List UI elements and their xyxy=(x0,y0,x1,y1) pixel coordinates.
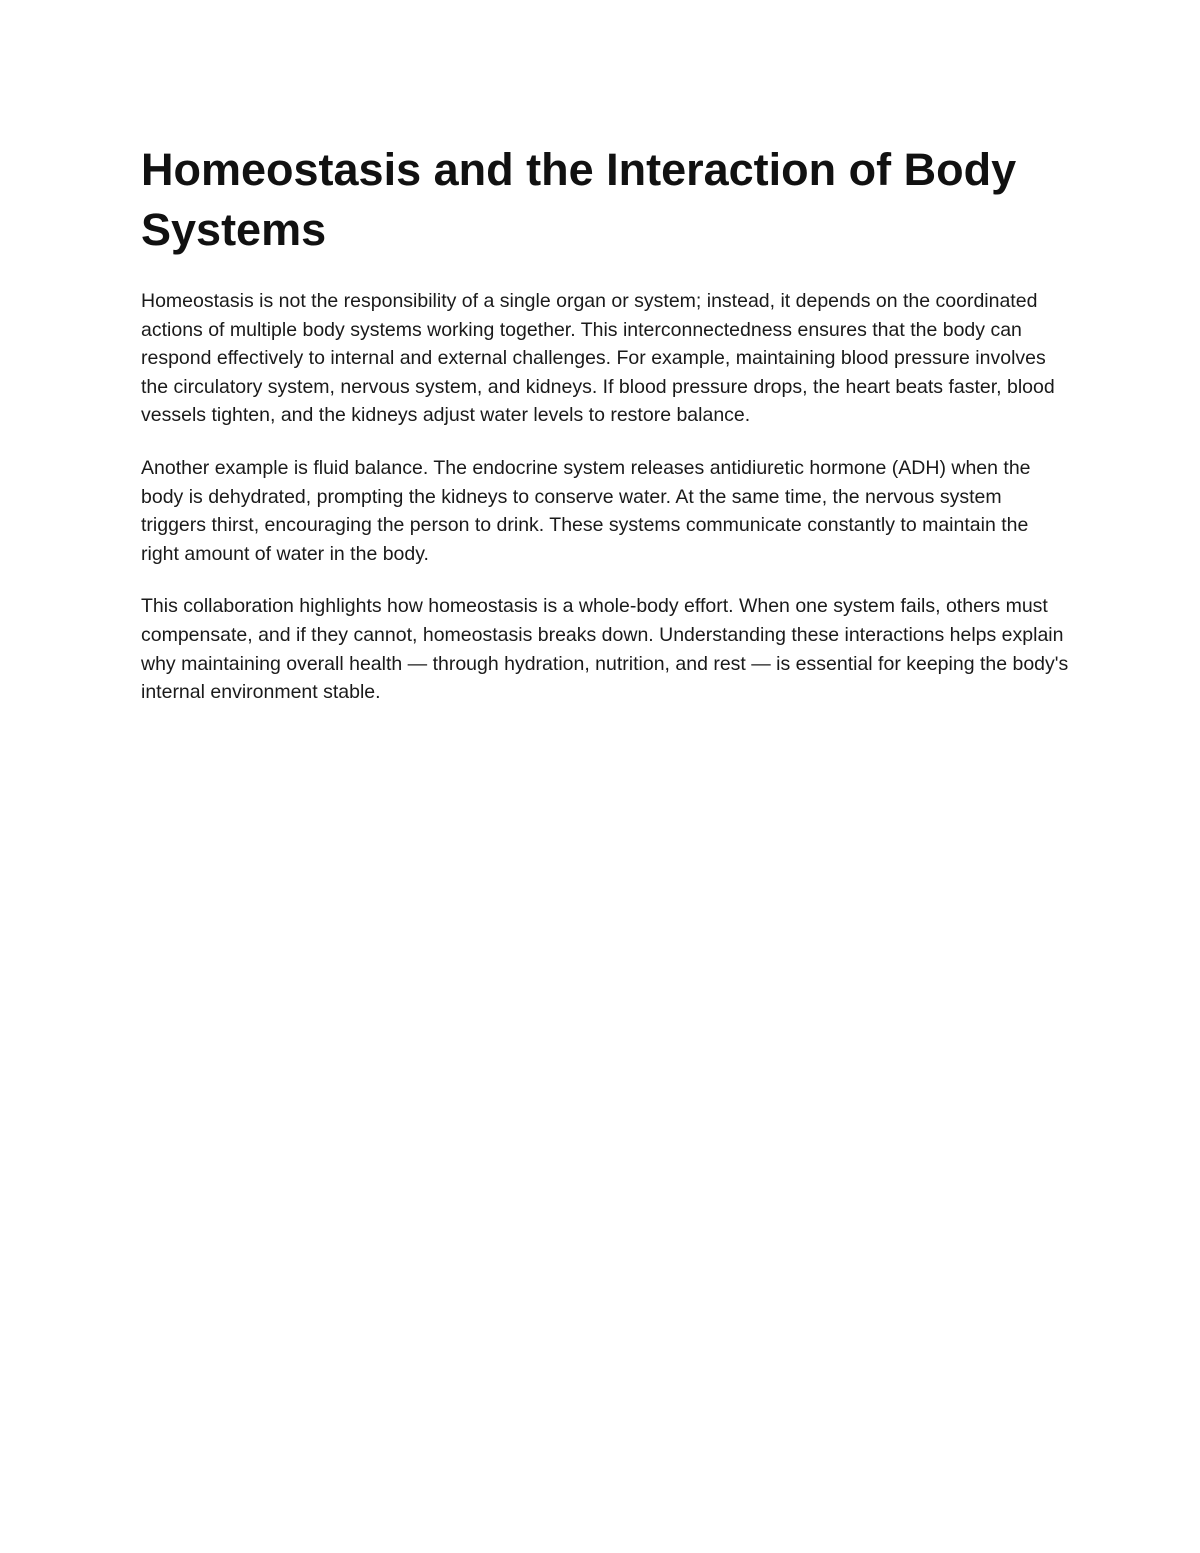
document-title: Homeostasis and the Interaction of Body Systems xyxy=(141,144,1017,255)
paragraph-1: Homeostasis is not the responsibility of a single organ or system; instead, it depends on the coordinated actions of multiple body systems working together. This interconnectedness ensures that the body can respond effectively to internal and external challenges. For example, maintaining blood pressure involves the circulatory system, nervous system, and kidneys. If blood pressure drops, the heart beats faster, blood vessels tighten, and the kidneys adjust water levels to restore balance. xyxy=(141,290,1055,427)
document-body xyxy=(141,140,1071,731)
paragraph-3: This collaboration highlights how homeostasis is a whole-body effort. When one system fails, others must compensate, and if they cannot, homeostasis breaks down. Understanding these interactions helps explain why maintaining overall health — through hydration, nutrition, and rest — is essential for keeping the body's internal environment stable. xyxy=(141,595,1069,704)
paragraph-2: Another example is fluid balance. The endocrine system releases antidiuretic hormone (ADH) when the body is dehydrated, prompting the kidneys to conserve water. At the same time, the nervous system triggers thirst, encouraging the person to drink. These systems communicate constantly to maintain the right amount of water in the body. xyxy=(141,456,1031,565)
